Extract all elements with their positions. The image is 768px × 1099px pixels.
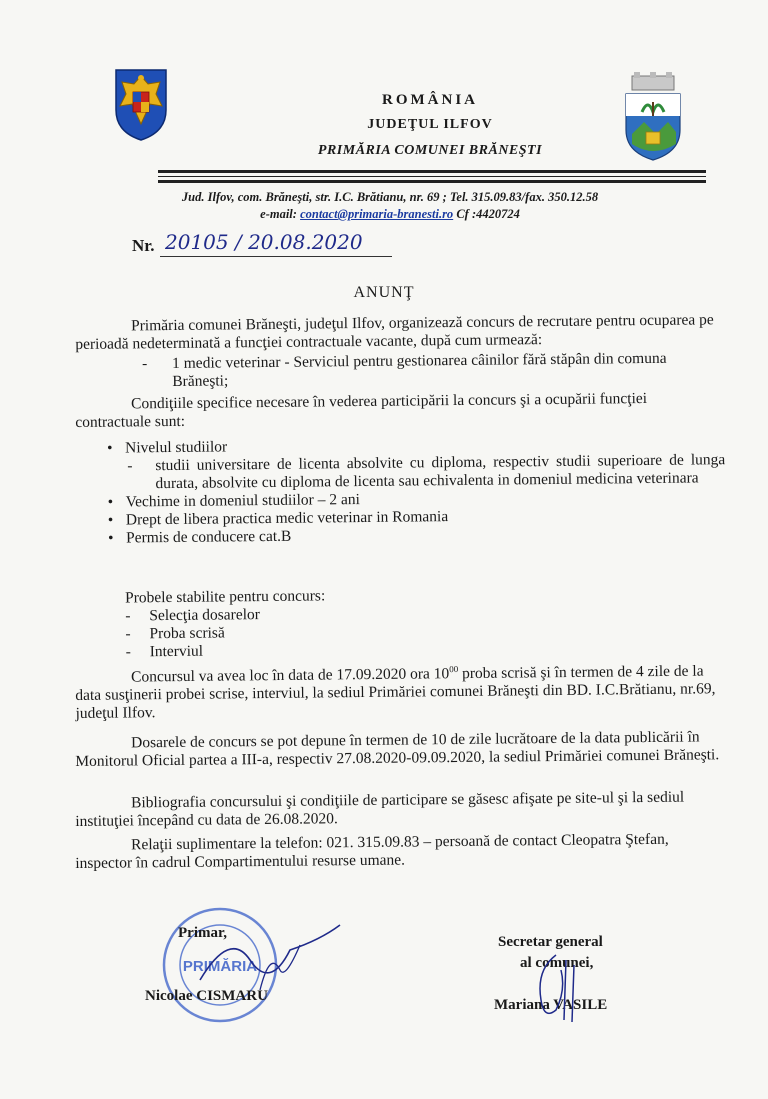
condition-text: Permis de conducere cat.B [125,527,292,547]
position-list [75,349,725,392]
tests-title: Probele stabilite pentru concurs: [124,587,326,607]
branesti-coat-of-arms-icon [622,72,684,162]
secretary-signature [526,950,596,1025]
header-town-hall: PRIMĂRIA COMUNEI BRĂNEŞTI [317,143,543,158]
contest-text-1: Concursul va avea loc în data de 17.09.2020 ora 10 [131,665,450,686]
files-paragraph: Dosarele de concurs se pot depune în termen de 10 de zile lucrătoare de la data publicării în Monitorul Oficial partea a III-a, respectiv 27.08.2020-09.09.2020, la sediul Primăriei comunei Brăneşti. [75,728,720,770]
secretary-title-line-2: al comunei, [520,955,594,971]
dash-marker: - [125,607,131,625]
test-text: Proba scrisă [149,624,225,643]
header-county: JUDEŢUL ILFOV [367,117,493,132]
header-country: ROMÂNIA [382,92,478,108]
header-divider [158,170,706,173]
contact-line [120,207,660,222]
registration-underline [160,256,392,257]
test-text: Interviul [149,642,204,661]
registration-number: 20105 / 20.08.2020 [165,230,363,254]
bullet-marker: • [107,493,114,511]
intro-paragraph [75,311,725,354]
dash-marker: - [125,643,131,661]
contest-text-2: proba scrisă şi în termen de 4 zile de la data susţinerii probei scrise, interviul, la sediul Primăriei comunei Brăneşti din BD. I.C.Brătianu, nr.69, judeţul Ilfov. [75,662,716,723]
contact-paragraph: Relaţii suplimentare la telefon: 021. 315.09.83 – persoană de contact Cleopatra Ştefan, inspector în cadrul Compartimentului resurse umane. [75,830,669,872]
bibliography-paragraph: Bibliografia concursului şi condiţiile de participare se găsesc afişate pe site-ul şi la sediul instituţiei începând cu data de 26.08.2020. [75,788,685,830]
bullet-marker: • [106,439,113,457]
secretary-title-line-1: Secretar general [498,934,603,950]
intro-text: Primăria comunei Brăneşti, judeţul Ilfov, organizează concurs de recrutare pentru ocuparea pe perioadă nedeterminată a funcţiei contractuale vacante, după cum urmează: [75,311,714,353]
condition-text: Vechime in domeniul studiilor – 2 ani [125,491,360,511]
stamp-text: PRIMĂRIA [182,958,258,975]
condition-text: Drept de libera practica medic veterinar in Romania [125,508,449,529]
header-divider [158,180,706,183]
cf-code: Cf :4420724 [456,207,520,221]
contest-paragraph [75,657,726,723]
mayor-signature [190,920,350,1000]
mayor-title: Primar, [178,925,228,941]
address-line: Jud. Ilfov, com. Brăneşti, str. I.C. Brătianu, nr. 69 ; Tel. 315.09.83/fax. 350.12.58 [181,190,599,204]
bullet-marker: • [107,529,114,547]
contest-time-minutes: 00 [449,663,459,675]
condition-text: Nivelul studiilor [124,438,228,457]
list-item [75,349,725,392]
mayor-name: Nicolae CISMARU [145,988,268,1004]
tests-section [75,583,726,662]
dash-marker: - [125,625,131,643]
test-text: Selecţia dosarelor [149,606,260,625]
email-link[interactable]: contact@primaria-branesti.ro [300,207,454,221]
romania-coat-of-arms-icon [108,66,174,142]
email-label: e-mail: [260,207,297,221]
document-title: ANUNŢ [353,284,415,301]
conditions-intro: Condiţiile specifice necesare în vederea participării la concurs şi a ocupării funcţiei contractuale sunt: [75,390,648,431]
dash-marker: - [141,355,148,373]
studies-detail-text: studii universitare de licenta absolvite cu diploma, respectiv studii superioare de lunga durata, absolvite cu diploma de licenta sau echivalenta in domeniul medicina veterinara [155,451,726,493]
bullet-marker: • [107,511,114,529]
position-text: 1 medic veterinar - Serviciul pentru gestionarea câinilor fără stăpân din comuna Brăneşti; [171,349,667,390]
conditions-list [75,433,726,548]
header-divider [158,176,706,177]
dash-marker: - [127,457,133,475]
registration-label: Nr. [132,236,155,255]
secretary-name: Mariana VASILE [494,997,608,1013]
